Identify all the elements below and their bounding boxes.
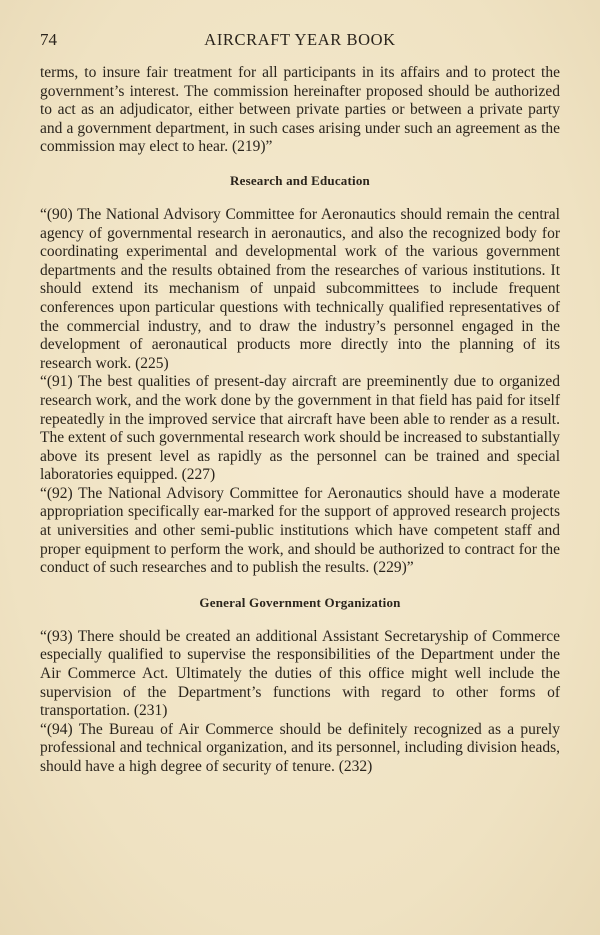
paragraph-93: “(93) There should be created an additional Assistant Secretaryship of Commerce especially qualified to supervise the responsibilities of the Department under the Air Commerce Act. Ultimately the duties of this office might well include the supervision of the Department’s functions with regard to other forms of transportation. (231) <box>40 627 560 720</box>
page-body <box>40 64 560 777</box>
paragraph-91: “(91) The best qualities of present-day aircraft are preeminently due to organized research work, and the work done by the government in that field has paid for itself repeatedly in the improved service that aircraft have been able to render as a result. The extent of such governmental research work should be increased to substantially above its present level as rapidly as the personnel can be trained and special laboratories equipped. (227) <box>40 373 560 484</box>
paragraph-94: “(94) The Bureau of Air Commerce should be definitely recognized as a purely professional and technical organization, and its personnel, including division heads, should have a high degree of security of tenure. (232) <box>40 720 560 775</box>
running-title: AIRCRAFT YEAR BOOK <box>204 30 396 49</box>
page-number: 74 <box>40 30 57 49</box>
paragraph-92: “(92) The National Advisory Committee for Aeronautics should have a moderate appropriation specifically ear-marked for the support of approved research projects at universities and other semi-public institutions which have competent staff and proper equipment to perform the work, and should be authorized to contract for the conduct of such researches and to publish the results. (229)” <box>40 484 560 577</box>
section-heading-government: General Government Organization <box>199 594 401 610</box>
page-header <box>40 30 560 52</box>
intro-paragraph: terms, to insure fair treatment for all participants in its affairs and to protect the government’s interest. The commission hereinafter proposed should be authorized to act as an adjudicator, either between private parties or between a private party and a government department, in such cases arising under such an agreement as the commission may elect to hear. (219)” <box>40 64 560 156</box>
section-heading-research: Research and Education <box>230 172 370 188</box>
paragraph-90: “(90) The National Advisory Committee for Aeronautics should remain the central agency of governmental research in aeronautics, and also the recognized body for coordinating experimental and developmental work of the various government departments and the results obtained from the researches of various institutions. It should extend its mechanism of unpaid subcommittees to include frequent conferences upon particular questions with technically qualified representatives of the commercial industry, and to draw the industry’s personnel engaged in the development of aeronautical products more directly into the planning of its research work. (225) <box>40 205 560 372</box>
